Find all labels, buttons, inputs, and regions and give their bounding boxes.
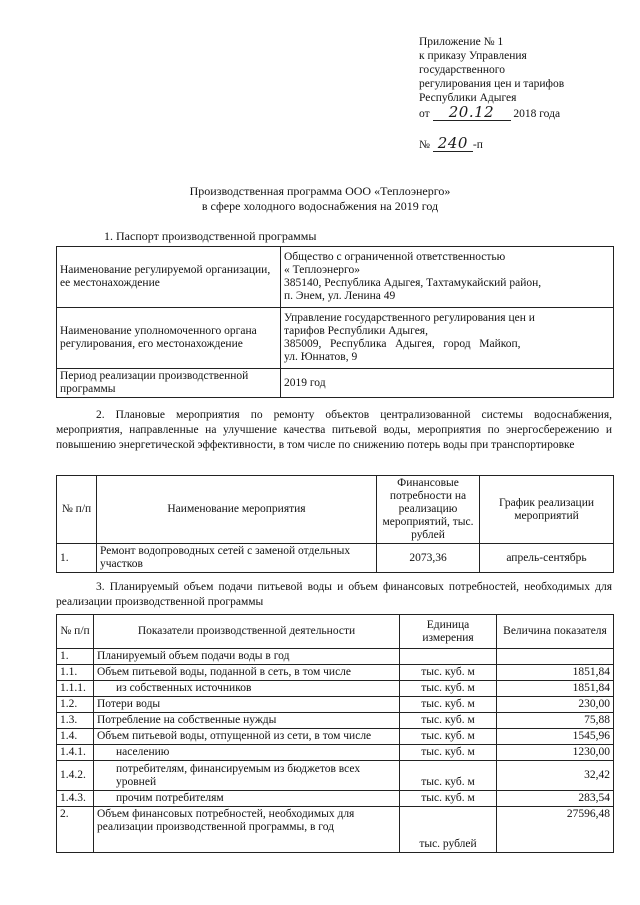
header-indicator: Показатели производственной деятельности	[94, 615, 400, 649]
row-unit: тыс. куб. м	[400, 713, 497, 729]
row-unit	[400, 649, 497, 665]
order-number	[419, 134, 629, 152]
measures-header-row	[57, 476, 614, 544]
row-value: 32,42	[497, 761, 614, 791]
row-num: 1.4.1.	[57, 745, 94, 761]
appendix-line: Республики Адыгея	[419, 92, 517, 104]
row-num: 2.	[57, 807, 94, 853]
measures-table	[56, 475, 614, 573]
row-num: 1.4.2.	[57, 761, 94, 791]
row-measure: Ремонт водопроводных сетей с заменой отдельных участков	[97, 544, 377, 573]
row-indicator: Потребление на собственные нужды	[94, 713, 400, 729]
section3-paragraph: 3. Планируемый объем подачи питьевой воды и объем финансовых потребностей, необходимых для реализации производственной программы	[56, 581, 612, 608]
row-indicator: Объем питьевой воды, поданной в сеть, в том числе	[94, 665, 400, 681]
row-num: 1.3.	[57, 713, 94, 729]
row-indicator: Объем питьевой воды, отпущенной из сети, в том числе	[94, 729, 400, 745]
appendix-line: к приказу Управления	[419, 50, 527, 62]
row-num: 1.1.	[57, 665, 94, 681]
document-title	[0, 184, 640, 214]
row-unit: тыс. куб. м	[400, 761, 497, 791]
passport-row	[57, 308, 614, 369]
header-num: № п/п	[57, 476, 97, 544]
number-field	[433, 134, 473, 152]
row-num: 1.2.	[57, 697, 94, 713]
row-schedule: апрель-сентябрь	[480, 544, 614, 573]
value-line: 385140, Республика Адыгея, Тахтамукайский район,	[284, 277, 542, 289]
table-row	[57, 729, 614, 745]
header-value: Величина показателя	[497, 615, 614, 649]
passport-value	[281, 308, 614, 369]
table-row	[57, 745, 614, 761]
header-num: № п/п	[57, 615, 94, 649]
row-unit: тыс. рублей	[400, 807, 497, 853]
row-num: 1.4.	[57, 729, 94, 745]
row-indicator: Планируемый объем подачи воды в год	[94, 649, 400, 665]
row-value: 1851,84	[497, 665, 614, 681]
row-num: 1.	[57, 544, 97, 573]
row-value: 75,88	[497, 713, 614, 729]
value-line: 2019 год	[284, 376, 326, 389]
passport-label: Период реализации производственной программы	[57, 369, 281, 398]
number-suffix: -п	[472, 139, 483, 151]
header-finance: Финансовые потребности на реализацию мероприятий, тыс. рублей	[377, 476, 480, 544]
row-value: 1230,00	[497, 745, 614, 761]
date-field	[433, 103, 511, 121]
value-line: п. Энем, ул. Ленина 49	[284, 290, 396, 302]
row-value: 1851,84	[497, 681, 614, 697]
value-line: Управление государственного регулирования цен и	[284, 312, 535, 324]
appendix-line: регулирования цен и тарифов	[419, 78, 565, 90]
row-unit: тыс. куб. м	[400, 729, 497, 745]
handwritten-number: 240	[437, 134, 468, 152]
handwritten-date: 20.12	[448, 103, 495, 121]
table-row	[57, 761, 614, 791]
passport-value	[281, 369, 614, 398]
passport-table	[56, 246, 614, 398]
row-indicator: Объем финансовых потребностей, необходимых для реализации производственной программы, в год	[94, 807, 400, 853]
value-line: 385009, Республика Адыгея, город Майкоп,	[284, 338, 521, 350]
date-suffix: 2018 года	[513, 108, 561, 120]
value-line: тарифов Республики Адыгея,	[284, 325, 428, 337]
value-line: « Теплоэнерго»	[284, 264, 360, 276]
table-row	[57, 713, 614, 729]
row-indicator: населению	[94, 745, 400, 761]
row-unit: тыс. куб. м	[400, 791, 497, 807]
appendix-header	[419, 35, 629, 152]
row-value: 283,54	[497, 791, 614, 807]
row-value: 230,00	[497, 697, 614, 713]
row-indicator: прочим потребителям	[94, 791, 400, 807]
row-unit: тыс. куб. м	[400, 745, 497, 761]
row-unit: тыс. куб. м	[400, 697, 497, 713]
value-line: Общество с ограниченной ответственностью	[284, 251, 506, 263]
row-unit: тыс. куб. м	[400, 681, 497, 697]
order-date	[419, 103, 629, 121]
title-line-1: Производственная программа ООО «Теплоэнерго»	[189, 184, 451, 198]
row-indicator: Потери воды	[94, 697, 400, 713]
table-row	[57, 681, 614, 697]
date-prefix: от	[419, 108, 430, 120]
number-prefix: №	[419, 139, 430, 151]
value-line: ул. Юннатов, 9	[284, 351, 358, 363]
row-value: 27596,48	[497, 807, 614, 853]
table-row	[57, 791, 614, 807]
passport-row	[57, 369, 614, 398]
table-row	[57, 544, 614, 573]
appendix-title: Приложение № 1	[419, 36, 504, 48]
title-line-2: в сфере холодного водоснабжения на 2019 год	[201, 199, 439, 213]
appendix-line: государственного	[419, 64, 505, 76]
header-unit: Единица измерения	[400, 615, 497, 649]
row-num: 1.	[57, 649, 94, 665]
row-indicator: из собственных источников	[94, 681, 400, 697]
header-schedule: График реализации мероприятий	[480, 476, 614, 544]
indicators-header-row	[57, 615, 614, 649]
row-unit: тыс. куб. м	[400, 665, 497, 681]
table-row	[57, 665, 614, 681]
row-num: 1.4.3.	[57, 791, 94, 807]
passport-value	[281, 247, 614, 308]
table-row	[57, 697, 614, 713]
indicators-table	[56, 614, 614, 853]
passport-label: Наименование регулируемой организации, ее местонахождение	[57, 247, 281, 308]
section1-heading: 1. Паспорт производственной программы	[104, 229, 317, 243]
section3-text	[56, 580, 612, 610]
row-finance: 2073,36	[377, 544, 480, 573]
row-num: 1.1.1.	[57, 681, 94, 697]
passport-label: Наименование уполномоченного органа регулирования, его местонахождение	[57, 308, 281, 369]
header-measure: Наименование мероприятия	[97, 476, 377, 544]
row-value: 1545,96	[497, 729, 614, 745]
row-indicator: потребителям, финансируемым из бюджетов всех уровней	[94, 761, 400, 791]
passport-row	[57, 247, 614, 308]
section2-text	[56, 408, 612, 453]
table-row	[57, 807, 614, 853]
section2-paragraph: 2. Плановые мероприятия по ремонту объектов централизованной системы водоснабжения, мероприятия, направленные на улучшение качества питьевой воды, мероприятия по энергосбережению и повышению энергетической эффективности, в том числе по снижению потерь воды при транспортировке	[56, 409, 612, 451]
table-row	[57, 649, 614, 665]
row-value	[497, 649, 614, 665]
